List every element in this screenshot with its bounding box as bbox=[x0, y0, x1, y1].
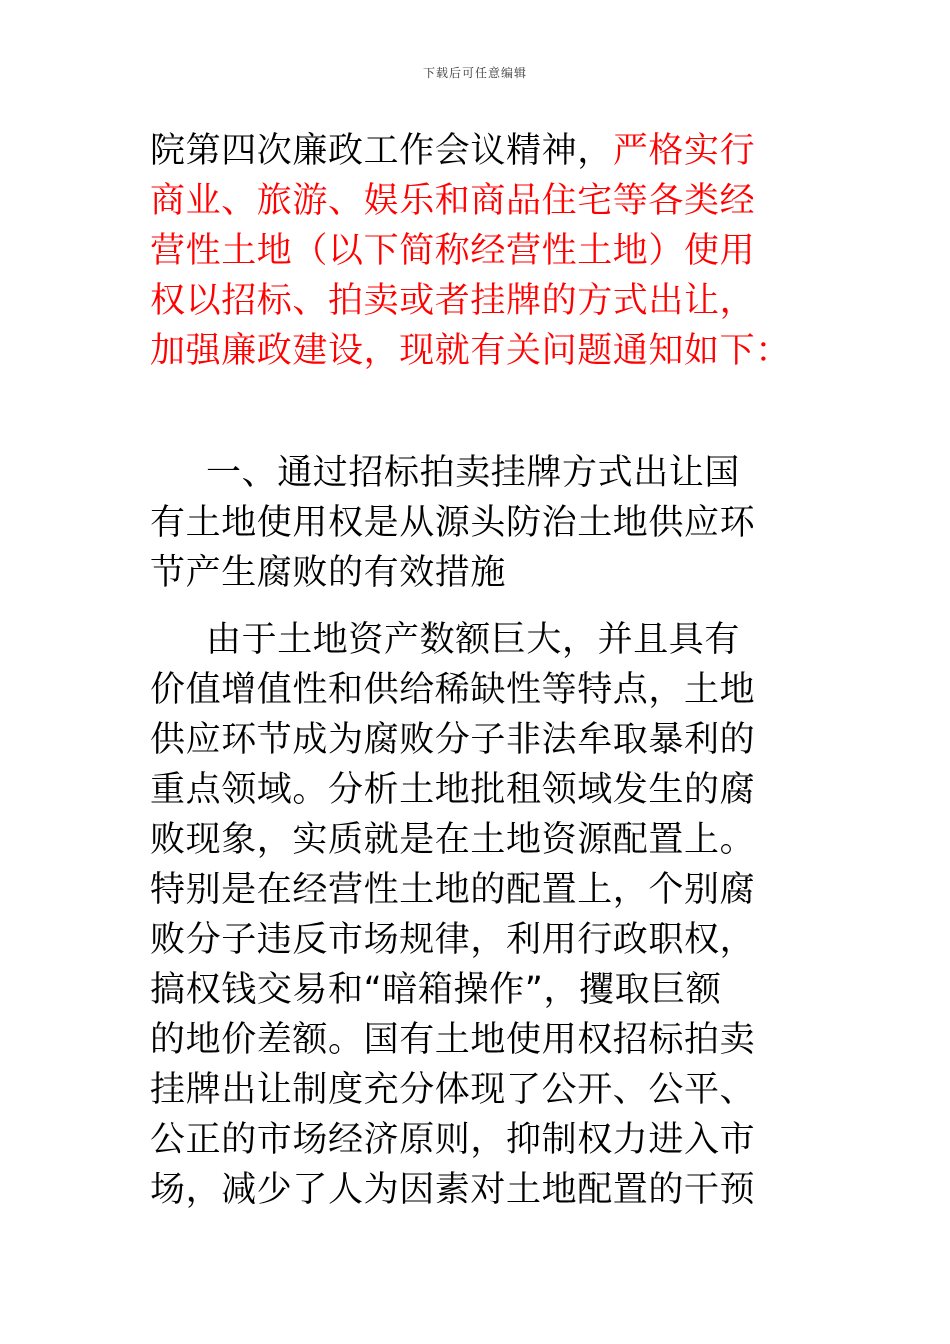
section-heading-line-1: 一、通过招标拍卖挂牌方式出让国 bbox=[206, 453, 741, 493]
section-heading-line-2: 有土地使用权是从源头防治土地供应环 bbox=[150, 503, 756, 543]
intro-line-1-emphasis: 严格实行 bbox=[612, 131, 756, 171]
section-heading bbox=[150, 448, 810, 598]
paragraph-line-9: 的地价差额。国有土地使用权招标拍卖 bbox=[150, 1020, 756, 1060]
paragraph-line-4: 重点领域。分析土地批租领域发生的腐 bbox=[150, 770, 756, 810]
paragraph-line-6: 特别是在经营性土地的配置上，个别腐 bbox=[150, 870, 756, 910]
intro-line-1-text: 院第四次廉政工作会议精神， bbox=[150, 131, 613, 171]
page-header-note: 下载后可任意编辑 bbox=[422, 66, 527, 80]
intro-paragraph bbox=[150, 126, 810, 376]
intro-line-3: 营性土地（以下简称经营性土地）使用 bbox=[150, 231, 756, 271]
paragraph-line-5: 败现象，实质就是在土地资源配置上。 bbox=[150, 820, 756, 860]
paragraph-line-7: 败分子违反市场规律，利用行政职权， bbox=[150, 920, 756, 960]
paragraph-line-1: 由于土地资产数额巨大，并且具有 bbox=[206, 620, 741, 660]
section-heading-line-3: 节产生腐败的有效措施 bbox=[150, 553, 507, 593]
intro-line-5: 加强廉政建设，现就有关问题通知如下： bbox=[150, 331, 791, 371]
paragraph-line-3: 供应环节成为腐败分子非法牟取暴利的 bbox=[150, 720, 756, 760]
paragraph-line-8: 搞权钱交易和“暗箱操作”，攫取巨额 bbox=[150, 970, 722, 1010]
paragraph-line-10: 挂牌出让制度充分体现了公开、公平、 bbox=[150, 1070, 756, 1110]
intro-line-4: 权以招标、拍卖或者挂牌的方式出让， bbox=[150, 281, 756, 321]
intro-line-1 bbox=[150, 126, 810, 176]
paragraph-line-12: 场，减少了人为因素对土地配置的干预 bbox=[150, 1170, 756, 1210]
body-paragraph bbox=[150, 615, 810, 1215]
paragraph-line-11: 公正的市场经济原则，抑制权力进入市 bbox=[150, 1120, 756, 1160]
paragraph-line-2: 价值增值性和供给稀缺性等特点，土地 bbox=[150, 670, 756, 710]
intro-line-2: 商业、旅游、娱乐和商品住宅等各类经 bbox=[150, 181, 756, 221]
